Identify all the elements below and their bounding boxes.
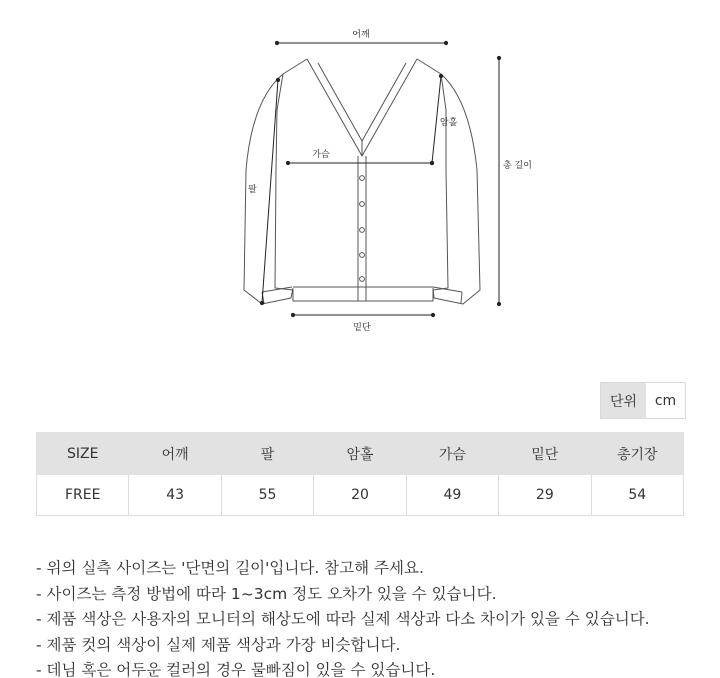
unit-label: 단위 [601, 383, 646, 418]
header-size: SIZE [37, 433, 129, 475]
header-armhole: 암홀 [314, 433, 406, 475]
total-length-label: 총 길이 [503, 161, 532, 171]
cell-shoulder: 43 [129, 475, 221, 516]
unit-value: cm [646, 383, 685, 418]
cell-total-length: 54 [591, 475, 683, 516]
table-row [37, 475, 684, 516]
header-chest: 가슴 [406, 433, 498, 475]
sleeve-label: 팔 [248, 185, 257, 195]
chest-label: 가슴 [312, 150, 330, 160]
header-hem: 밑단 [499, 433, 591, 475]
cardigan-illustration [244, 59, 480, 304]
header-sleeve: 팔 [221, 433, 313, 475]
note-item: - 데님 혹은 어두운 컬러의 경우 물빠짐이 있을 수 있습니다. [36, 661, 436, 678]
cell-sleeve: 55 [221, 475, 313, 516]
unit-indicator [600, 382, 686, 419]
note-item: - 위의 실측 사이즈는 '단면의 길이'입니다. 참고해 주세요. [36, 559, 424, 577]
header-total-length: 총기장 [591, 433, 683, 475]
note-item: - 제품 색상은 사용자의 모니터의 해상도에 따라 실제 색상과 다소 차이가 있을 수 있습니다. [36, 610, 650, 628]
size-table-header-row [37, 433, 684, 475]
cell-armhole: 20 [314, 475, 406, 516]
header-shoulder: 어깨 [129, 433, 221, 475]
note-item: - 제품 컷의 색상이 실제 제품 색상과 가장 비슷합니다. [36, 635, 401, 654]
size-table [36, 432, 684, 516]
cell-size: FREE [37, 475, 129, 516]
size-notes [36, 556, 650, 678]
armhole-label: 암홀 [440, 118, 458, 128]
note-item: - 사이즈는 측정 방법에 따라 1~3cm 정도 오차가 있을 수 있습니다. [36, 584, 497, 603]
shoulder-label: 어깨 [352, 30, 370, 40]
cell-chest: 49 [406, 475, 498, 516]
measure-lines [260, 41, 500, 316]
cell-hem: 29 [499, 475, 591, 516]
hem-label: 밑단 [353, 323, 371, 333]
